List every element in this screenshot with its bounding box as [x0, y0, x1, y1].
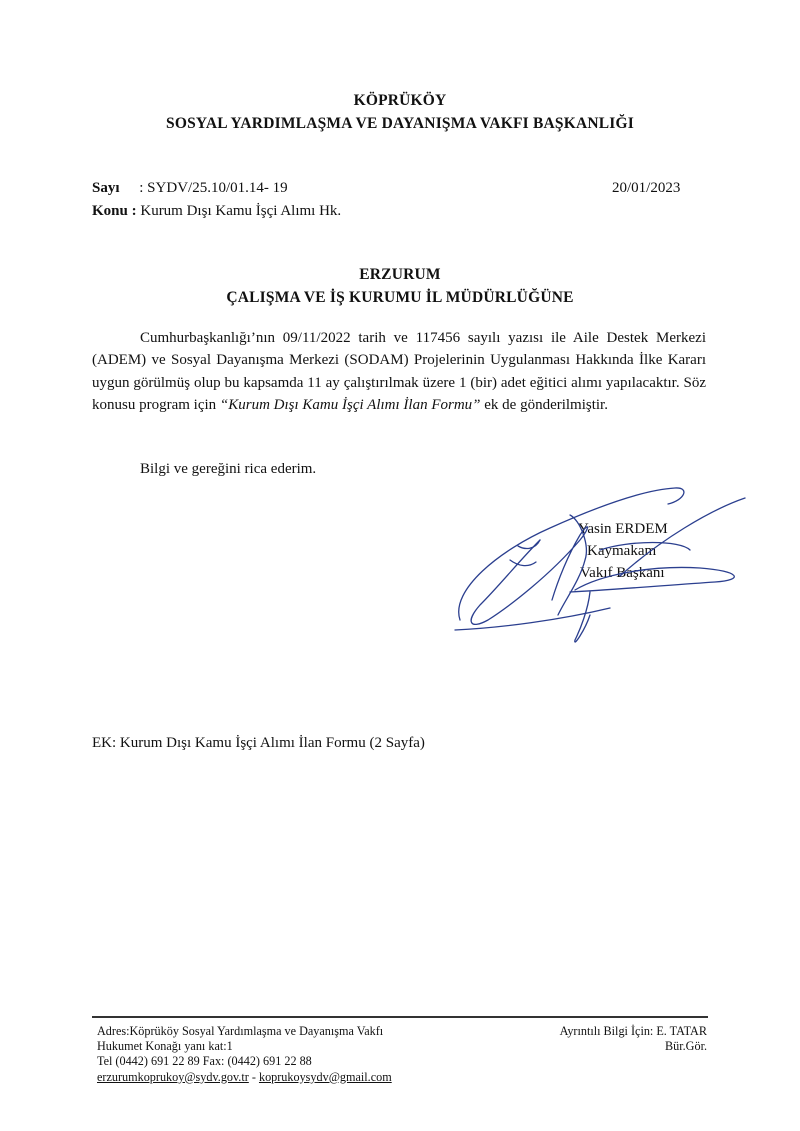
recipient-city: ERZURUM [359, 266, 441, 283]
konu-line [92, 203, 341, 220]
sayi-line [92, 180, 288, 197]
body-text-end: ek de gönderilmiştir. [480, 397, 608, 414]
email-separator: - [248, 1069, 259, 1084]
institution-name: KÖPRÜKÖY [353, 92, 447, 109]
attachment-note: EK: Kurum Dışı Kamu İşçi Alımı İlan Formu (2 Sayfa) [92, 735, 425, 751]
institution-title: SOSYAL YARDIMLAŞMA VE DAYANIŞMA VAKFI BAŞKANLIĞI [166, 115, 634, 132]
info-contact: Ayrıntılı Bilgi İçin: E. TATAR [559, 1024, 707, 1038]
body-text-start: Cumhurbaşkanlığı’nın 09/11/2022 tarih ve 117456 sayılı yazısı ile Aile Destek Merkezi (ADEM) ve Sosyal Dayanışma Merkezi (SODAM) Projelerinin Uygulanması Hakkında İlke Kararı uygun görülmüş olup bu kapsamda 11 ay çalıştırılmak üzere 1 (bir) adet eğitici alımı yapılacaktır. Söz konusu program için [92, 330, 706, 414]
signer-title: Kaymakam [587, 543, 657, 559]
handwritten-signature [440, 480, 760, 660]
sayi-label: Sayı [92, 180, 120, 196]
footer-divider [92, 1016, 708, 1018]
form-title-quote: “Kurum Dışı Kamu İşçi Alımı İlan Formu” [219, 397, 481, 414]
info-role: Bür.Gör. [665, 1039, 707, 1054]
footer-phone-fax: Tel (0442) 691 22 89 Fax: (0442) 691 22 88 [97, 1054, 312, 1069]
recipient-office: ÇALIŞMA VE İŞ KURUMU İL MÜDÜRLÜĞÜNE [226, 289, 574, 306]
gmail-email-link[interactable]: koprukoysydv@gmail.com [258, 1069, 392, 1084]
konu-value: Kurum Dışı Kamu İşçi Alımı Hk. [136, 203, 342, 219]
signer-name: Yasin ERDEM [578, 521, 668, 537]
konu-label: Konu : [92, 203, 137, 219]
footer-emails [97, 1070, 517, 1085]
signer-role: Vakıf Başkanı [580, 565, 665, 581]
sayi-value: : SYDV/25.10/01.14- 19 [139, 180, 288, 196]
document-date: 20/01/2023 [612, 180, 681, 196]
footer-address-line1: Adres:Köprüköy Sosyal Yardımlaşma ve Dayanışma Vakfı [97, 1024, 384, 1038]
official-email-link[interactable]: erzurumkoprukoy@sydv.gov.tr [97, 1069, 249, 1084]
closing-paragraph: Bilgi ve gereğini rica ederim. [140, 461, 317, 477]
body-paragraph [92, 327, 706, 417]
footer-address-line2: Hukumet Konağı yanı kat:1 [97, 1039, 233, 1054]
footer-contact [97, 1024, 517, 1085]
footer-info [470, 1024, 707, 1054]
